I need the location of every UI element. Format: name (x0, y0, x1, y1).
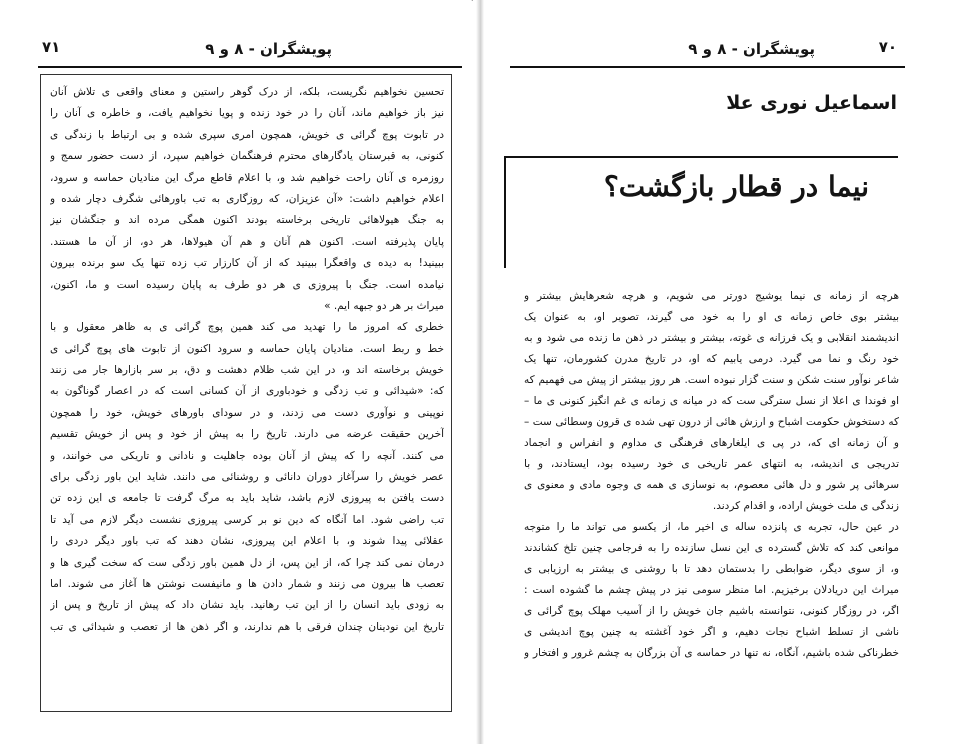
body-line: نوپینی و نوآوری دست می زدند، و در سودای باورهای خویش، خود را همچون (50, 406, 444, 419)
book-gutter (476, 0, 484, 744)
body-line: او فوندا ی اعلا از نسل سترگی ست که در میانه ی زمانه ی غم انگیز کنونی ی ما – (524, 395, 899, 407)
right-page-header (500, 38, 905, 64)
body-line: می کنند. آنچه را که پیش از آنان بوده جاهلیت و نادانی و تاریکی می خوانند، و (50, 449, 444, 462)
body-line: و آن زمانه ای که، در پی ی ایلغارهای فرهنگی ی مداوم و انفراس و انجماد (524, 437, 899, 449)
left-page-number: ۷۱ (42, 38, 61, 56)
article-author: اسماعیل نوری علا (726, 92, 897, 114)
right-body-text (524, 286, 899, 664)
right-header-rule (510, 66, 905, 68)
body-line: خویش برخاسته اند و، در این شب ظلام دهشت و دق، بر سر بازارها جار می زنند (50, 364, 444, 377)
left-body-text (50, 82, 444, 638)
article-title: نیما در قطار بازگشت؟ (603, 170, 869, 203)
body-line: اگر، در روزگار کنونی، نتوانسته باشیم جان خویش را از آسیب مهلک پوچ گرائی ی (524, 605, 899, 617)
body-line: ببینید! به دیده ی واقعگرا ببینید که از آن کارزار تب زده تنها یک سو برنده بیرون (50, 257, 444, 270)
body-line: و، از سوی دیگر، ضوابطی را بدستمان دهد تا با روشنی ی بیشتر به ارزیابی ی (524, 563, 899, 575)
body-line: به زودی باید انسان را از این تب رهانید. باید نشان داد که پیش از تاریخ و پس از (50, 599, 444, 612)
body-line: نیامده است. جنگ با پیروزی ی هر دو طرف به پایان رسیده است و ما، اکنون، (50, 278, 444, 291)
body-line: تب راضی شود. اما آنگاه که دین نو بر کرسی پیروزی نشست دیگر لازم می آید تا (50, 513, 444, 526)
left-running-title: پویشگران - ۸ و ۹ (205, 40, 332, 58)
body-line: روزمره ی آنان راحت خواهیم شد و، با اعلام قاطع مرگ این منادیان حماسه و سرود، (50, 171, 444, 184)
left-header-rule (38, 66, 462, 68)
body-line: خطرناکی شده باشیم، آنگاه، نه تنها در حماسه ی آن بزرگان به چشم غرور و افتخار و (524, 647, 899, 659)
left-page-header (28, 38, 462, 64)
body-line: خط و ربط است. منادیان پایان حماسه و سرود اکنون از تابوت های پوچ گرائی ی (50, 342, 444, 355)
body-line: درمان نمی کند چرا که، از این پس، از دل همین باور زدگی ست که سخت گیری ها و (50, 556, 444, 569)
scan-mark: ˙ (470, 0, 475, 10)
body-line: ناشی از تسلط اشباح نجات دهیم، و اگر خود آغشته به چنین پوچ اندیشی ی (524, 626, 899, 638)
body-line: میراث بر هر دو جبهه ایم. » (324, 299, 444, 312)
body-line: خود رنگ و نما می گیرد. درمی یابیم که او، در تاریخ مدرن کشورمان، تنها یک (524, 353, 899, 365)
body-line: که دستخوش حکومت اشباح و ارزش هائی از درون تهی شده ی قرون وسطائی ست – (524, 416, 899, 428)
body-line: اندیشمند انقلابی و یک فرزانه ی غوته، بیشتر و بیشتر در ذهن ما زنده می شود و به (524, 332, 899, 344)
right-page-number: ۷۰ (878, 38, 897, 56)
body-line: خطری که امروز ما را تهدید می کند همین پوچ گرائی ی به ظاهر معقول و با (50, 321, 444, 334)
body-line: تدریجی ی اندیشه، به انتهای عمر تاریخی ی خود رسیده بود، ایستادند، و با (524, 458, 899, 470)
body-line: تعصب ها بیرون می زنند و شمار دادن ها و مانیفست نوشتن ها آغاز می شوند. اما (50, 577, 444, 590)
body-line: کنونی، به قبرستان یادگارهای محترم فرهنگمان خواهیم سپرد، از دست حضور سمج و (50, 150, 444, 163)
body-line: اعلام خواهیم داشت: «آن عزیزان، که روزگاری به تب باورهائی شگرف دچار شده و (50, 192, 444, 205)
body-line: پایان پذیرفته است. اکنون هم آنان و هم آن هیولاها، هر دو، از آن ما هستند. (50, 235, 444, 248)
body-line: موانعی کند که تلاش گسترده ی این نسل سازنده را به فرجامی چنین تلخ کشاندند (524, 542, 899, 554)
body-line: هرچه از زمانه ی نیما یوشیج دورتر می شویم، و هرچه شعرهایش بیشتر و (524, 290, 899, 302)
body-line: تحسین نخواهیم نگریست، بلکه، از درک گوهر راستین و معنای واقعی ی تلاش آنان (50, 86, 444, 98)
body-line: دست یافتن به پیروزی لازم باشد، شاید باید به مرگ گرفت تا جامعه ی این زده تن (50, 492, 444, 505)
body-line: آخرین حقیقت عرضه می دارند. تاریخ را به پیش از خود و پس از خویش تقسیم (50, 428, 444, 441)
body-line: به جنگ هیولاهائی تاریخی برخاسته بودند اکنون همگی مرده اند و جنگشان نیز (50, 214, 444, 227)
body-line: شاعر نوآور سنت شکن و سنت گزار نبوده است. هر روز بیشتر از پیش می فهمیم که (524, 374, 899, 386)
body-line: در تابوت پوچ گرائی ی خویش، همچون امری سپری شده و بی ارتباط با زندگی ی (50, 128, 444, 141)
body-line: عصر خویش را سرآغاز دوران دانائی و روشنائی می دانند. شاید این باور زدگی برای (50, 471, 444, 484)
body-line: عقلائی پیدا شوند و، با اعلام این پیروزی، نشان دهند که تب باور دیگر دردی را (50, 535, 444, 548)
body-line: بیشتر بوی خاص زمانه ی او را به خود می گیرند، تصویر او، به عنوان یک (524, 311, 899, 323)
right-page (500, 0, 905, 744)
left-page (28, 0, 462, 744)
body-line: تاریخ این نودینان چندان فرقی با هم ندارند، و اگر ذهن ها از تعصب و شیدائی ی تب (50, 620, 444, 633)
body-line: سرهائی پر شور و دل هائی معصوم، به نوسازی ی همه ی وجوه مادی و معنوی ی (524, 479, 899, 491)
body-line: زندگی ی ملت خویش اراده، و اقدام کردند. (712, 500, 899, 512)
right-running-title: پویشگران - ۸ و ۹ (688, 40, 815, 58)
body-line: در عین حال، تجربه ی پانزده ساله ی اخیر ما، از یکسو می تواند ما را متوجه (524, 521, 899, 533)
body-line: که: «شیدائی و تب زدگی و خودباوری از آن کسانی است که در اعصار گوناگون به (50, 385, 444, 398)
body-line: نیز باز خواهیم ماند، آنان را در خود زنده و پویا نخواهیم یافت، و خاطره ی آنان را (50, 107, 444, 120)
body-line: میراث این دریادلان برخیزیم. اما منظر سومی نیز در پیش چشم ما گشوده است : (524, 584, 899, 596)
